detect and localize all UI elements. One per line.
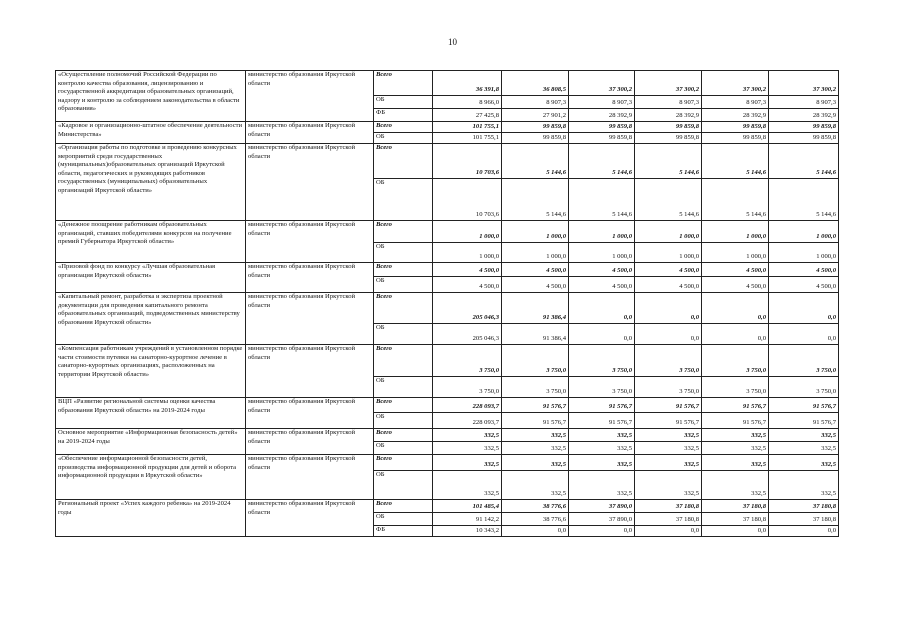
funding-source: ОБ — [374, 471, 433, 500]
table-row — [56, 71, 839, 96]
amount-cell: 332,5 — [433, 471, 502, 500]
amount-cell: 8 907,3 — [569, 96, 635, 109]
amount-cell: 332,5 — [569, 471, 635, 500]
amount-cell: 91 142,2 — [433, 513, 502, 526]
amount-cell: 101 485,4 — [433, 500, 502, 513]
funding-source: ОБ — [374, 413, 433, 429]
amount-cell: 332,5 — [769, 455, 839, 471]
amount-cell: 0,0 — [569, 324, 635, 345]
amount-cell: 4 500,0 — [769, 263, 839, 277]
amount-cell: 99 859,8 — [702, 133, 769, 144]
table-row — [56, 345, 839, 377]
amount-cell: 91 386,4 — [502, 324, 569, 345]
amount-cell: 99 859,8 — [502, 133, 569, 144]
amount-cell: 99 859,8 — [569, 133, 635, 144]
amount-cell: 5 144,6 — [502, 179, 569, 221]
amount-cell: 0,0 — [635, 293, 702, 324]
amount-cell: 0,0 — [769, 293, 839, 324]
amount-cell: 5 144,6 — [635, 144, 702, 179]
amount-cell: 332,5 — [769, 442, 839, 455]
amount-cell: 1 000,0 — [569, 221, 635, 243]
funding-source: Всего — [374, 71, 433, 96]
amount-cell: 28 392,9 — [769, 109, 839, 122]
amount-cell: 37 300,2 — [635, 71, 702, 96]
amount-cell: 37 300,2 — [569, 71, 635, 96]
amount-cell: 1 000,0 — [635, 221, 702, 243]
amount-cell: 1 000,0 — [569, 243, 635, 263]
amount-cell: 205 046,3 — [433, 324, 502, 345]
amount-cell: 3 750,0 — [569, 377, 635, 398]
funding-source: Всего — [374, 144, 433, 179]
table-row — [56, 263, 839, 277]
funding-source: Всего — [374, 398, 433, 413]
table-row — [56, 293, 839, 324]
amount-cell: 38 776,6 — [502, 513, 569, 526]
amount-cell: 5 144,6 — [569, 144, 635, 179]
amount-cell: 3 750,0 — [702, 377, 769, 398]
amount-cell: 8 907,3 — [635, 96, 702, 109]
amount-cell: 0,0 — [702, 324, 769, 345]
amount-cell: 91 576,7 — [569, 413, 635, 429]
amount-cell: 99 859,8 — [635, 122, 702, 133]
funding-source: Всего — [374, 455, 433, 471]
amount-cell: 332,5 — [433, 429, 502, 442]
amount-cell: 1 000,0 — [502, 243, 569, 263]
amount-cell: 27 901,2 — [502, 109, 569, 122]
amount-cell: 101 755,1 — [433, 122, 502, 133]
amount-cell: 99 859,8 — [502, 122, 569, 133]
amount-cell: 5 144,6 — [769, 144, 839, 179]
table-row — [56, 455, 839, 471]
amount-cell: 4 500,0 — [635, 263, 702, 277]
amount-cell: 8 907,3 — [502, 96, 569, 109]
event-description: «Денежное поощрение работникам образовательных организаций, ставших победителями конкурсов на получение премий Губернатора Иркутской области» — [56, 221, 246, 263]
funding-source: ОБ — [374, 377, 433, 398]
amount-cell: 332,5 — [502, 471, 569, 500]
amount-cell: 0,0 — [635, 324, 702, 345]
amount-cell: 99 859,8 — [769, 122, 839, 133]
amount-cell: 332,5 — [433, 455, 502, 471]
amount-cell: 1 000,0 — [769, 221, 839, 243]
amount-cell: 37 180,8 — [769, 500, 839, 513]
table-row — [56, 122, 839, 133]
funding-source: Всего — [374, 263, 433, 277]
event-description: «Капитальный ремонт, разработка и экспертиза проектной документации для проведения капитального ремонта образовательных организаций, подведомственных министерству образования Иркутской области» — [56, 293, 246, 345]
amount-cell: 4 500,0 — [502, 277, 569, 293]
amount-cell: 228 093,7 — [433, 398, 502, 413]
page-number: 10 — [448, 37, 457, 47]
amount-cell: 91 576,7 — [502, 398, 569, 413]
amount-cell: 332,5 — [569, 455, 635, 471]
amount-cell: 91 576,7 — [702, 398, 769, 413]
funding-source: ОБ — [374, 133, 433, 144]
table-row — [56, 500, 839, 513]
amount-cell: 91 576,7 — [635, 398, 702, 413]
amount-cell: 91 576,7 — [635, 413, 702, 429]
amount-cell: 28 392,9 — [702, 109, 769, 122]
executor: министерство образования Иркутской области — [246, 144, 374, 221]
amount-cell: 5 144,6 — [769, 179, 839, 221]
amount-cell: 3 750,0 — [769, 377, 839, 398]
amount-cell: 8 907,3 — [769, 96, 839, 109]
table-row — [56, 429, 839, 442]
funding-source: ОБ — [374, 179, 433, 221]
amount-cell: 3 750,0 — [635, 377, 702, 398]
funding-source: Всего — [374, 122, 433, 133]
amount-cell: 332,5 — [569, 429, 635, 442]
executor: министерство образования Иркутской области — [246, 263, 374, 293]
amount-cell: 38 776,6 — [502, 500, 569, 513]
executor: министерство образования Иркутской области — [246, 221, 374, 263]
event-description: Региональный проект «Успех каждого ребенка» на 2019-2024 годы — [56, 500, 246, 537]
amount-cell: 4 500,0 — [569, 263, 635, 277]
executor: министерство образования Иркутской области — [246, 345, 374, 398]
funding-source: Всего — [374, 345, 433, 377]
amount-cell: 0,0 — [502, 526, 569, 537]
event-description: «Организация работы по подготовке и проведению конкурсных мероприятий среди государственных (муниципальных)образовательных организаций Иркутской области, педагогических и руководящих работников государственных (муниципальных) образовательных организаций Иркутской области» — [56, 144, 246, 221]
amount-cell: 0,0 — [769, 526, 839, 537]
amount-cell: 332,5 — [702, 471, 769, 500]
table-row — [56, 221, 839, 243]
amount-cell: 36 808,5 — [502, 71, 569, 96]
funding-source: ОБ — [374, 243, 433, 263]
amount-cell: 332,5 — [702, 442, 769, 455]
amount-cell: 91 576,7 — [702, 413, 769, 429]
amount-cell: 3 750,0 — [502, 345, 569, 377]
table-row — [56, 398, 839, 413]
executor: министерство образования Иркутской области — [246, 293, 374, 345]
amount-cell: 332,5 — [433, 442, 502, 455]
amount-cell: 28 392,9 — [635, 109, 702, 122]
amount-cell: 91 386,4 — [502, 293, 569, 324]
funding-source: Всего — [374, 293, 433, 324]
amount-cell: 91 576,7 — [769, 413, 839, 429]
event-description: Основное мероприятие «Информационная безопасность детей» на 2019-2024 годы — [56, 429, 246, 455]
funding-source: Всего — [374, 221, 433, 243]
amount-cell: 332,5 — [635, 429, 702, 442]
amount-cell: 4 500,0 — [433, 263, 502, 277]
amount-cell: 3 750,0 — [635, 345, 702, 377]
amount-cell: 4 500,0 — [635, 277, 702, 293]
event-description: ВЦП «Развитие региональной системы оценки качества образования Иркутской области» на 2019-2024 годы — [56, 398, 246, 429]
amount-cell: 5 144,6 — [702, 144, 769, 179]
amount-cell: 37 180,8 — [702, 500, 769, 513]
executor: министерство образования Иркутской области — [246, 71, 374, 122]
amount-cell: 37 180,8 — [635, 500, 702, 513]
amount-cell: 37 180,8 — [702, 513, 769, 526]
amount-cell: 1 000,0 — [635, 243, 702, 263]
event-description: «Осуществление полномочий Российской Федерации по контролю качества образования, лицензированию и государственной аккредитации образовательных организаций, надзору и контролю за соблюдением законодательства в области образования» — [56, 71, 246, 122]
amount-cell: 37 890,0 — [569, 513, 635, 526]
amount-cell: 1 000,0 — [702, 221, 769, 243]
amount-cell: 91 576,7 — [769, 398, 839, 413]
amount-cell: 332,5 — [502, 429, 569, 442]
amount-cell: 37 890,0 — [569, 500, 635, 513]
budget-table — [55, 70, 839, 537]
funding-source: ОБ — [374, 96, 433, 109]
amount-cell: 10 703,6 — [433, 179, 502, 221]
event-description: «Кадровое и организационно-штатное обеспечение деятельности Министерства» — [56, 122, 246, 144]
amount-cell: 101 755,1 — [433, 133, 502, 144]
amount-cell: 4 500,0 — [769, 277, 839, 293]
amount-cell: 5 144,6 — [702, 179, 769, 221]
amount-cell: 332,5 — [502, 442, 569, 455]
executor: министерство образования Иркутской области — [246, 398, 374, 429]
amount-cell: 0,0 — [769, 324, 839, 345]
funding-source: ФБ — [374, 526, 433, 537]
amount-cell: 5 144,6 — [635, 179, 702, 221]
amount-cell: 1 000,0 — [433, 221, 502, 243]
funding-source: Всего — [374, 429, 433, 442]
amount-cell: 228 093,7 — [433, 413, 502, 429]
amount-cell: 0,0 — [569, 293, 635, 324]
event-description: «Призовой фонд по конкурсу «Лучшая образовательная организация Иркутской области» — [56, 263, 246, 293]
event-description: «Обеспечение информационной безопасности детей, производства информационной продукции для детей и оборота информационной продукции в Иркутской области» — [56, 455, 246, 500]
funding-source: Всего — [374, 500, 433, 513]
executor: министерство образования Иркутской области — [246, 455, 374, 500]
funding-source: ОБ — [374, 324, 433, 345]
amount-cell: 332,5 — [702, 455, 769, 471]
amount-cell: 10 703,6 — [433, 144, 502, 179]
funding-source: ФБ — [374, 109, 433, 122]
amount-cell: 3 750,0 — [702, 345, 769, 377]
amount-cell: 5 144,6 — [569, 179, 635, 221]
amount-cell: 332,5 — [769, 471, 839, 500]
amount-cell: 3 750,0 — [433, 377, 502, 398]
amount-cell: 4 500,0 — [433, 277, 502, 293]
amount-cell: 332,5 — [635, 442, 702, 455]
amount-cell: 37 180,8 — [635, 513, 702, 526]
amount-cell: 332,5 — [769, 429, 839, 442]
amount-cell: 332,5 — [635, 455, 702, 471]
amount-cell: 27 425,8 — [433, 109, 502, 122]
amount-cell: 28 392,9 — [569, 109, 635, 122]
funding-source: ОБ — [374, 277, 433, 293]
amount-cell: 8 907,3 — [702, 96, 769, 109]
amount-cell: 99 859,8 — [702, 122, 769, 133]
amount-cell: 5 144,6 — [502, 144, 569, 179]
amount-cell: 3 750,0 — [569, 345, 635, 377]
amount-cell: 91 576,7 — [502, 413, 569, 429]
amount-cell: 10 343,2 — [433, 526, 502, 537]
amount-cell: 3 750,0 — [502, 377, 569, 398]
executor: министерство образования Иркутской области — [246, 429, 374, 455]
amount-cell: 1 000,0 — [502, 221, 569, 243]
amount-cell: 36 391,8 — [433, 71, 502, 96]
amount-cell: 0,0 — [635, 526, 702, 537]
amount-cell: 1 000,0 — [702, 243, 769, 263]
funding-source: ОБ — [374, 513, 433, 526]
amount-cell: 8 966,0 — [433, 96, 502, 109]
amount-cell: 99 859,8 — [569, 122, 635, 133]
amount-cell: 0,0 — [569, 526, 635, 537]
amount-cell: 3 750,0 — [769, 345, 839, 377]
amount-cell: 332,5 — [702, 429, 769, 442]
amount-cell: 1 000,0 — [769, 243, 839, 263]
amount-cell: 4 500,0 — [702, 263, 769, 277]
funding-source: ОБ — [374, 442, 433, 455]
amount-cell: 37 300,2 — [702, 71, 769, 96]
executor: министерство образования Иркутской области — [246, 122, 374, 144]
executor: министерство образования Иркутской области — [246, 500, 374, 537]
amount-cell: 37 180,8 — [769, 513, 839, 526]
amount-cell: 91 576,7 — [569, 398, 635, 413]
event-description: «Компенсация работникам учреждений в установленном порядке части стоимости путевки на санаторно-курортное лечение в санаторно-курортных организациях, расположенных на территории Иркутской области» — [56, 345, 246, 398]
amount-cell: 0,0 — [702, 293, 769, 324]
amount-cell: 0,0 — [702, 526, 769, 537]
amount-cell: 332,5 — [502, 455, 569, 471]
table-row — [56, 144, 839, 179]
amount-cell: 1 000,0 — [433, 243, 502, 263]
amount-cell: 332,5 — [635, 471, 702, 500]
amount-cell: 205 046,3 — [433, 293, 502, 324]
amount-cell: 99 859,8 — [635, 133, 702, 144]
amount-cell: 4 500,0 — [702, 277, 769, 293]
amount-cell: 332,5 — [569, 442, 635, 455]
amount-cell: 99 859,8 — [769, 133, 839, 144]
amount-cell: 37 300,2 — [769, 71, 839, 96]
amount-cell: 4 500,0 — [569, 277, 635, 293]
amount-cell: 4 500,0 — [502, 263, 569, 277]
amount-cell: 3 750,0 — [433, 345, 502, 377]
